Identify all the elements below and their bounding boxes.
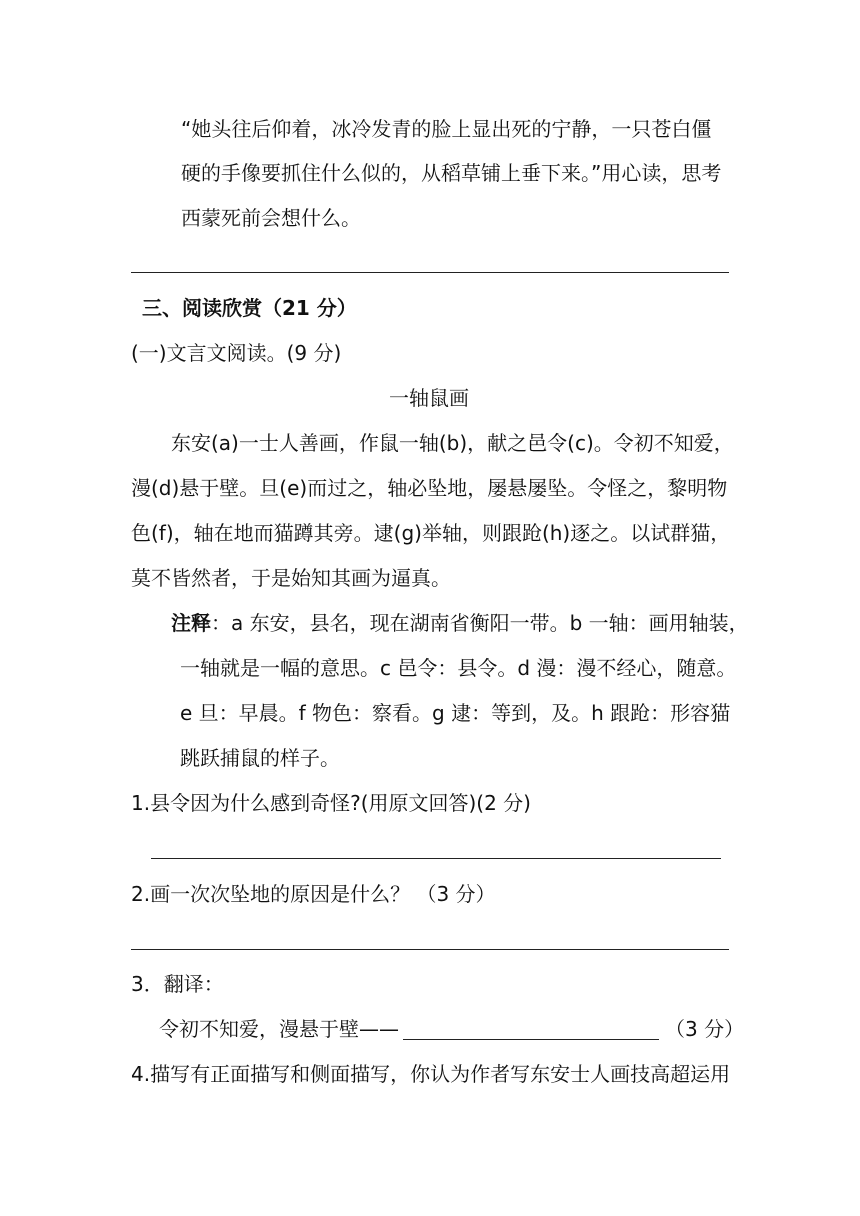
answer-line (131, 272, 729, 273)
notes-line: e 旦：早晨。f 物色：察看。g 逮：等到，及。h 跟跄：形容猫 (180, 701, 731, 725)
question-4: 4.描写有正面描写和侧面描写，你认为作者写东安士人画技高超运用 (131, 1062, 731, 1086)
question-1: 1.县令因为什么感到奇怪?(用原文回答)(2 分) (131, 791, 531, 815)
answer-blank (403, 1015, 659, 1040)
passage-line: 色(f)，轴在地而猫蹲其旁。逮(g)举轴，则跟跄(h)逐之。以试群猫， (131, 521, 731, 545)
notes-label: 注释 (171, 611, 211, 635)
passage-title: 一轴鼠画 (389, 386, 469, 410)
passage-line: 莫不皆然者，于是始知其画为逼真。 (131, 566, 451, 590)
question-2: 2.画一次次坠地的原因是什么？ （3 分） (131, 882, 496, 906)
notes-line: 跳跃捕鼠的样子。 (180, 746, 340, 770)
answer-line (131, 949, 729, 950)
question-3: 3．翻译： (131, 972, 224, 996)
section-heading: 三、阅读欣赏（21 分） (142, 296, 357, 320)
notes-line: 注释：a 东安，县名，现在湖南省衡阳一带。b 一轴：画用轴装， (171, 611, 749, 635)
quote-line: 硬的手像要抓住什么似的，从稻草铺上垂下来。”用心读，思考 (181, 161, 722, 185)
passage-line: 东安(a)一士人善画，作鼠一轴(b)，献之邑令(c)。令初不知爱， (171, 431, 734, 455)
quote-line: 西蒙死前会想什么。 (181, 206, 361, 230)
answer-line (151, 858, 721, 859)
notes-line: 一轴就是一幅的意思。c 邑令：县令。d 漫：漫不经心，随意。 (180, 656, 737, 680)
passage-line: 漫(d)悬于壁。旦(e)而过之，轴必坠地，屡悬屡坠。令怪之，黎明物 (131, 476, 728, 500)
part-label: (一)文言文阅读。(9 分) (131, 341, 342, 365)
question-3-sentence: 令初不知爱，漫悬于壁—— （3 分） (159, 1017, 745, 1041)
quote-line: “她头往后仰着，冰冷发青的脸上显出死的宁静，一只苍白僵 (181, 117, 712, 141)
